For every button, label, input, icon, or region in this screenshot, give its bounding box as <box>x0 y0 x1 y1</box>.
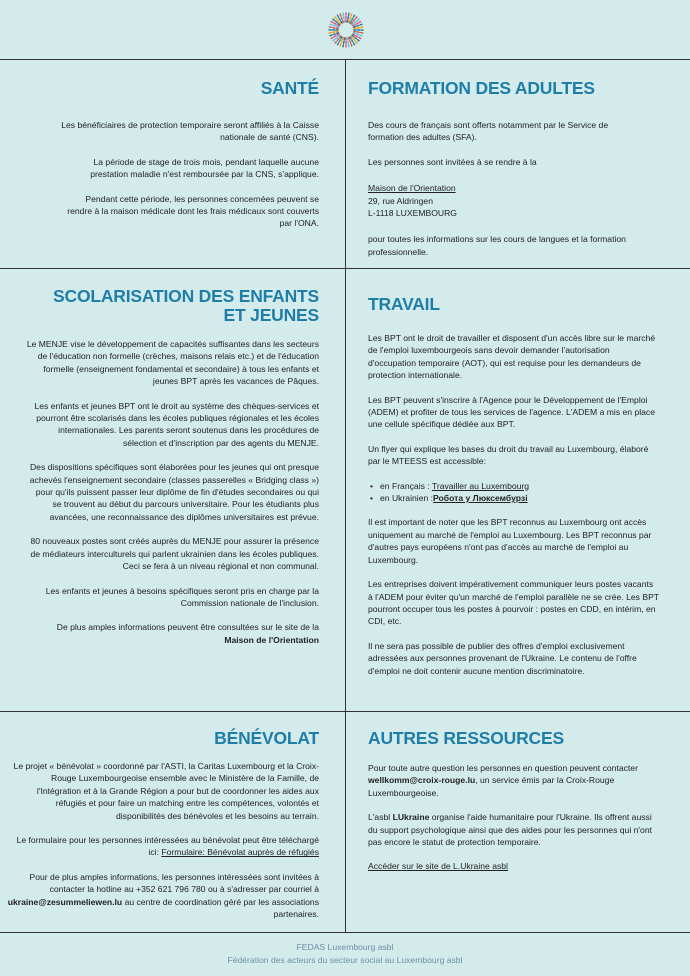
formation-paragraph-2: Les personnes sont invitées à se rendre à la <box>368 156 537 167</box>
fedas-logo-icon <box>326 10 366 50</box>
scolarisation-paragraph-4: 80 nouveaux postes sont créés auprès du MENJE pour assurer la présence de médiateurs interculturels qui parlent ukrainien dans les écoles publiques. Ceci se fera à un niveau régional et non communal. <box>30 536 319 572</box>
scolarisation-paragraph-5: Les enfants et jeunes à besoins spécifiques seront pris en charge par la Commission nationale de l'inclusion. <box>45 585 319 608</box>
benevolat-p2-text: Le formulaire pour les personnes intéressées au bénévolat peut être téléchargé ici: <box>16 835 319 858</box>
benevolat-paragraph-1: Le projet « bénévolat » coordonné par l'ASTI, la Caritas Luxembourg et la Croix-Rouge Luxembourgeoise ensemble avec le Ministère de la Famille, de l'Intégration et à la Grande Région a pour but de coordonner les aides aux réfugiés et pour faire un matching entre les compétences, volontés et disponibilités des bénévoles et les besoins au terrain. <box>13 761 319 821</box>
travail-paragraph-6: Il ne sera pas possible de publier des offres d'emploi exclusivement adressées aux personnes provenant de l'Ukraine. Le contenu de l'offre d'emploi ne doit contenir aucune mention discriminatoire. <box>368 640 637 676</box>
benevolat-paragraph-2 <box>6 834 319 859</box>
lukraine-site-link[interactable]: Accéder sur le site de L.Ukraine asbl <box>368 861 508 872</box>
formation-paragraph-1: Des cours de français sont offerts notamment par le Service de formation des adultes (SFA). <box>368 120 609 143</box>
section-formation <box>368 79 642 258</box>
sante-paragraph-1: Les bénéficiaires de protection temporaire seront affiliés à la Caisse nationale de santé (CNS). <box>61 120 319 143</box>
footer-org-subtitle: Fédération des acteurs du secteur social au Luxembourg asbl <box>227 955 463 965</box>
benevolat-p3-text-b: au centre de coordination géré par les associations partenaires. <box>124 896 319 920</box>
scolarisation-paragraph-6 <box>26 621 319 646</box>
ressources-p1-text-b: , un service émis par la Croix-Rouge Luxembourgeoise. <box>368 775 615 798</box>
formation-address <box>368 182 642 219</box>
section-title-sante: SANTÉ <box>260 78 319 98</box>
bullet-fr-label: en Français : <box>380 480 432 491</box>
travail-paragraph-2: Les BPT peuvent s'inscrire à l'Agence pour le Développement de l'Emploi (ADEM) et profiter de tous les services de l'agence. L'ADEM a mis en place une cellule spécifique dédiée aux BPT. <box>368 394 655 430</box>
bullet-ua-label: en Ukrainien : <box>380 493 434 504</box>
travail-paragraph-3: Un flyer qui explique les bases du droit du travail au Luxembourg, élaboré par le MTEESS est accessible: <box>368 443 649 467</box>
section-travail <box>368 295 660 677</box>
travail-paragraph-5: Les entreprises doivent impérativement communiquer leurs postes vacants à l'ADEM pour éviter qu'un marché de l'emploi parallèle ne se crée. Les BPT pourront occuper tous les postes à pourvoir : postes en CDD, en intérim, en CDI, etc. <box>368 579 659 627</box>
section-title-benevolat: BÉNÉVOLAT <box>214 728 319 748</box>
travail-paragraph-4: Il est important de noter que les BPT reconnus au Luxembourg ont accès uniquement au marché de l'emploi au Luxembourg. Les BPT reconnus par d'autres pays européens n'ont pas d'accès au marché de l'emploi au Luxembourg. <box>368 517 652 565</box>
section-title-travail: TRAVAIL <box>368 294 440 314</box>
scolarisation-paragraph-1: Le MENJE vise le développement de capacités suffisantes dans les secteurs de l'éducation non formelle (crèches, maisons relais etc.) et de l'éducation formelle (enseignement fondamental et secondaire) à tous les enfants et jeunes BPT après les vacances de Pâques. <box>26 339 319 387</box>
list-item <box>368 480 660 492</box>
travail-paragraph-1: Les BPT ont le droit de travailler et disposent d'un accès libre sur le marché de l'emploi luxembourgeois sans devoir demander l'autorisation d'occupation temporaire (AOT), qui est requise pour les demandeurs de protection internationale. <box>368 333 656 381</box>
scolarisation-p6-text: De plus amples informations peuvent être consultées sur le site de la <box>56 622 319 633</box>
maison-orientation-site-link[interactable]: Maison de l'Orientation <box>224 634 319 645</box>
sante-paragraph-3: Pendant cette période, les personnes concernées peuvent se rendre à la maison médicale dont les frais médicaux sont couverts par l'ONA. <box>67 193 319 229</box>
ressources-paragraph-1 <box>368 762 658 799</box>
ressources-p2-text-b: organise l'aide humanitaire pour l'Ukraine. Ils offrent aussi du support psychologique ainsi que des aides pour les personnes qui n'ont pas encore le statut de protection temporaire. <box>368 812 652 848</box>
section-sante <box>60 79 319 230</box>
ukraine-email-link[interactable]: ukraine@zesummeliewen.lu <box>7 896 123 907</box>
sante-paragraph-2: La période de stage de trois mois, pendant laquelle aucune prestation maladie n'est remboursée par la CNS, s'applique. <box>90 156 319 180</box>
scolarisation-paragraph-2: Les enfants et jeunes BPT ont le droit au système des chèques-services et pourront être scolarisés dans les écoles publiques régionales et les écoles internationales. Les parents seront soutenus dans les procédures de sélection et d'inscription par des agents du MENJE. <box>34 400 319 448</box>
section-benevolat <box>6 729 319 920</box>
section-title-ressources: AUTRES RESSOURCES <box>368 728 564 748</box>
formation-paragraph-3: pour toutes les informations sur les cours de langues et la formation professionnelle. <box>368 234 626 257</box>
ressources-p2-text-a: L'asbl <box>368 812 391 823</box>
section-title-formation: FORMATION DES ADULTES <box>368 78 595 98</box>
divider-bottom <box>0 932 690 933</box>
section-title-scolarisation: SCOLARISATION DES ENFANTS ET JEUNES <box>53 286 319 325</box>
lukraine-org-name: LUkraine <box>392 812 430 823</box>
address-city: L-1118 LUXEMBOURG <box>368 208 457 219</box>
flyer-fr-link[interactable]: Travailler au Luxembourg <box>431 480 530 491</box>
list-item <box>368 492 660 504</box>
formulaire-benevolat-link[interactable]: Formulaire: Bénévolat auprès de réfugiés <box>161 847 319 858</box>
wellkomm-email-link[interactable]: wellkomm@croix-rouge.lu <box>368 775 476 786</box>
flyer-links-list <box>368 480 660 505</box>
benevolat-paragraph-3 <box>6 871 319 921</box>
maison-orientation-link[interactable]: Maison de l'Orientation <box>368 183 456 194</box>
divider-vertical <box>345 59 346 932</box>
footer-org-name: FEDAS Luxembourg asbl <box>296 942 394 952</box>
ressources-p1-text-a: Pour toute autre question les personnes en question peuvent contacter <box>368 763 638 773</box>
scolarisation-paragraph-3: Des dispositions spécifiques sont élaborées pour les jeunes qui ont presque achevés l'enseignement secondaire (classes passerelles « Bridging class ») pour qu'ils puissent passer leur diplôme de fin d'études secondaires ou qui se trouvent au début du parcours universitaire. Pour les étudiants plus avancées, une reconnaissance des diplômes universitaires est prévue. <box>29 462 319 522</box>
flyer-ua-link[interactable]: Робота у Люксембурзі <box>433 493 528 504</box>
address-street: 29, rue Aldringen <box>368 195 433 206</box>
section-scolarisation <box>26 287 319 646</box>
section-ressources <box>368 729 658 873</box>
benevolat-p3-text-a: Pour de plus amples informations, les personnes intéressées sont invitées à contacter la hotline au +352 621 796 780 ou à s'adresser par courriel à <box>29 871 319 895</box>
ressources-paragraph-2 <box>368 811 658 848</box>
